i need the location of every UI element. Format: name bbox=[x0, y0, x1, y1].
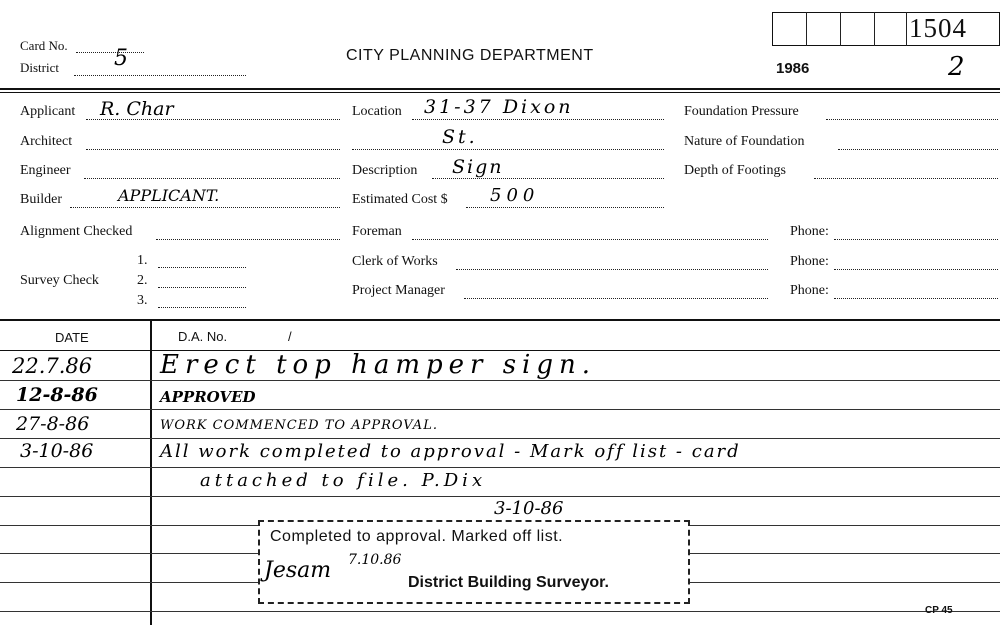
log-entry-text: All work completed to approval - Mark off list - card bbox=[160, 441, 741, 462]
alignment-label: Alignment Checked bbox=[20, 224, 133, 239]
pm-phone-field bbox=[834, 298, 998, 299]
district-field bbox=[74, 75, 246, 76]
date-header: DATE bbox=[55, 330, 89, 345]
builder-field bbox=[70, 207, 340, 208]
survey-item-3: 3. bbox=[137, 293, 148, 308]
sheet-mark: 2 bbox=[948, 52, 965, 82]
foreman-field bbox=[412, 239, 768, 240]
foreman-phone-label: Phone: bbox=[790, 224, 829, 239]
stamp-signature-date: 7.10.86 bbox=[348, 552, 402, 568]
location-value-1: 31-37 Dixon bbox=[424, 96, 574, 118]
location-label: Location bbox=[352, 104, 402, 119]
clerk-label: Clerk of Works bbox=[352, 254, 438, 269]
stamp-line-2: District Building Surveyor. bbox=[408, 574, 609, 591]
stamp-line-1: Completed to approval. Marked off list. bbox=[270, 528, 564, 545]
foreman-label: Foreman bbox=[352, 224, 402, 239]
approval-stamp bbox=[258, 520, 690, 604]
da-label: D.A. No. bbox=[178, 329, 228, 344]
form-code: CP 45 bbox=[925, 605, 953, 616]
depth-footings-field bbox=[814, 178, 998, 179]
stamp-signature: Jesam bbox=[264, 558, 332, 583]
pm-label: Project Manager bbox=[352, 283, 445, 298]
log-date: 22.7.86 bbox=[12, 354, 93, 378]
log-entry-text: APPROVED bbox=[160, 388, 256, 406]
foundation-pressure-label: Foundation Pressure bbox=[684, 104, 799, 119]
log-entry-text: attached to file. P.Dix bbox=[200, 470, 487, 491]
date-column-divider bbox=[150, 319, 152, 625]
foundation-pressure-field bbox=[826, 119, 998, 120]
survey-label: Survey Check bbox=[20, 273, 99, 288]
foreman-phone-field bbox=[834, 239, 998, 240]
location-field-2 bbox=[352, 149, 664, 150]
log-date: 27-8-86 bbox=[16, 413, 90, 435]
log-date: 12-8-86 bbox=[16, 384, 98, 406]
engineer-field bbox=[84, 178, 340, 179]
log-date: 3-10-86 bbox=[20, 440, 94, 462]
description-value: Sign bbox=[452, 156, 504, 178]
survey-item-2: 2. bbox=[137, 273, 148, 288]
applicant-value: R. Char bbox=[100, 98, 174, 120]
architect-label: Architect bbox=[20, 134, 73, 149]
log-entry-text: 3-10-86 bbox=[494, 498, 564, 519]
builder-value: APPLICANT. bbox=[118, 186, 220, 205]
survey-item-1: 1. bbox=[137, 253, 148, 268]
builder-label: Builder bbox=[20, 192, 62, 207]
clerk-field bbox=[456, 269, 768, 270]
year: 1986 bbox=[776, 60, 810, 77]
cost-value: 500 bbox=[490, 185, 540, 206]
depth-footings-label: Depth of Footings bbox=[684, 163, 786, 178]
card-no-field bbox=[76, 52, 144, 53]
applicant-label: Applicant bbox=[20, 104, 76, 119]
clerk-phone-field bbox=[834, 269, 998, 270]
cost-label: Estimated Cost $ bbox=[352, 192, 448, 207]
nature-foundation-field bbox=[838, 149, 998, 150]
department-title: CITY PLANNING DEPARTMENT bbox=[346, 47, 594, 64]
location-field bbox=[412, 119, 664, 120]
log-entry-text: Erect top hamper sign. bbox=[160, 350, 597, 380]
pm-phone-label: Phone: bbox=[790, 283, 829, 298]
engineer-label: Engineer bbox=[20, 163, 71, 178]
clerk-phone-label: Phone: bbox=[790, 254, 829, 269]
architect-field bbox=[86, 149, 340, 150]
card-no-label: Card No. bbox=[20, 38, 68, 53]
description-label: Description bbox=[352, 163, 418, 178]
description-field bbox=[432, 178, 664, 179]
nature-foundation-label: Nature of Foundation bbox=[684, 134, 805, 149]
cost-field bbox=[466, 207, 664, 208]
card-number: 1504 bbox=[909, 13, 967, 43]
location-value-2: St. bbox=[442, 126, 478, 148]
da-value: / bbox=[288, 329, 292, 344]
alignment-field bbox=[156, 239, 340, 240]
header-rule bbox=[0, 88, 1000, 90]
pm-field bbox=[464, 298, 768, 299]
district-label: District bbox=[20, 60, 59, 75]
log-entry-text: WORK COMMENCED TO APPROVAL. bbox=[160, 418, 438, 433]
district-value: 5 bbox=[114, 46, 128, 71]
